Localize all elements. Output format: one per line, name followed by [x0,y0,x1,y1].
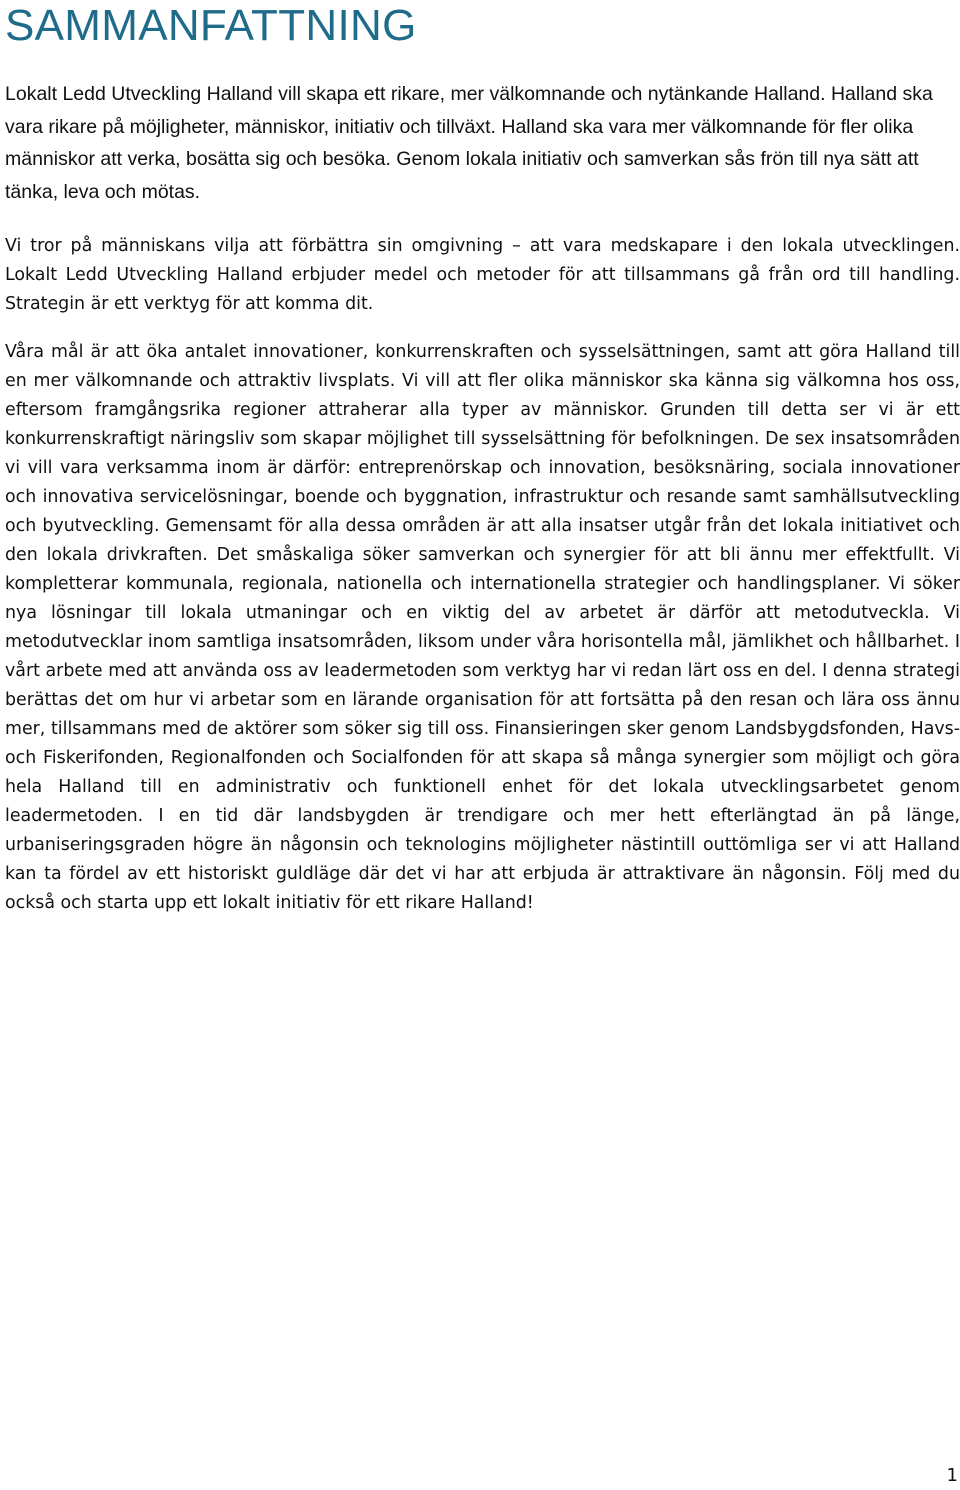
paragraph-goals: Våra mål är att öka antalet innovationer, konkurrenskraften och sysselsättningen, samt att göra Halland till en mer välkomnande och attraktiv livsplats. Vi vill att fler olika människor ska känna sig välkomna hos oss, eftersom framgångsrika regioner attraherar alla typer av människor. Grunden till detta ser vi är ett konkurrenskraftigt näringsliv som skapar möjlighet till sysselsättning för befolkningen. De sex insatsområden vi vill vara verksamma inom är därför: entreprenörskap och innovation, besöksnäring, sociala innovationer och innovativa servicelösningar, boende och byggnation, infrastruktur och resande samt samhällsutveckling och byutveckling. Gemensamt för alla dessa områden är att alla insatser utgår från det lokala initiativet och den lokala drivkraften. Det småskaliga söker samverkan och synergier för att bli ännu mer effektfullt. Vi kompletterar kommunala, regionala, nationella och internationella strategier och handlingsplaner. Vi söker nya lösningar till lokala utmaningar och en viktig del av arbetet är därför att metodutveckla. Vi metodutvecklar inom samtliga insatsområden, liksom under våra horisontella mål, jämlikhet och hållbarhet. I vårt arbete med att använda oss av leadermetoden som verktyg har vi redan lärt oss en del. I denna strategi berättas det om hur vi arbetar som en lärande organisation för att fortsätta på den resan och lära oss ännu mer, tillsammans med de aktörer som söker sig till oss. Finansieringen sker genom Landsbygdsfonden, Havs- och Fiskerifonden, Regionalfonden och Socialfonden för att skapa så många synergier som möjligt och göra hela Halland till en administrativ och funktionell enhet för det lokala utvecklingsarbetet genom leadermetoden. I en tid där landsbygden är trendigare och mer hett efterlängtad än på länge, urbaniseringsgraden högre än någonsin och teknologins möjligheter nästintill outtömliga ser vi att Halland kan ta fördel av ett historiskt guldläge där det vi har att erbjuda är attraktivare än någonsin. Följ med du också och starta upp ett lokalt initiativ för ett rikare Halland! [5,342,960,913]
page-number: 1 [946,1465,958,1486]
paragraph-intro: Lokalt Ledd Utveckling Halland vill skapa ett rikare, mer välkomnande och nytänkande Halland. Halland ska vara rikare på möjligheter, människor, initiativ och tillväxt. Halland ska vara mer välkomnande för fler olika människor att verka, bosätta sig och besöka. Genom lokala initiativ och samverkan sås frön till nya sätt att tänka, leva och mötas. [5,83,933,203]
page-title: SAMMANFATTNING [5,1,417,50]
document-page [5,0,960,918]
paragraph-belief: Vi tror på människans vilja att förbättra sin omgivning – att vara medskapare i den lokala utvecklingen. Lokalt Ledd Utveckling Halland erbjuder medel och metoder för att tillsammans gå från ord till handling. Strategin är ett verktyg för att komma dit. [5,236,960,314]
